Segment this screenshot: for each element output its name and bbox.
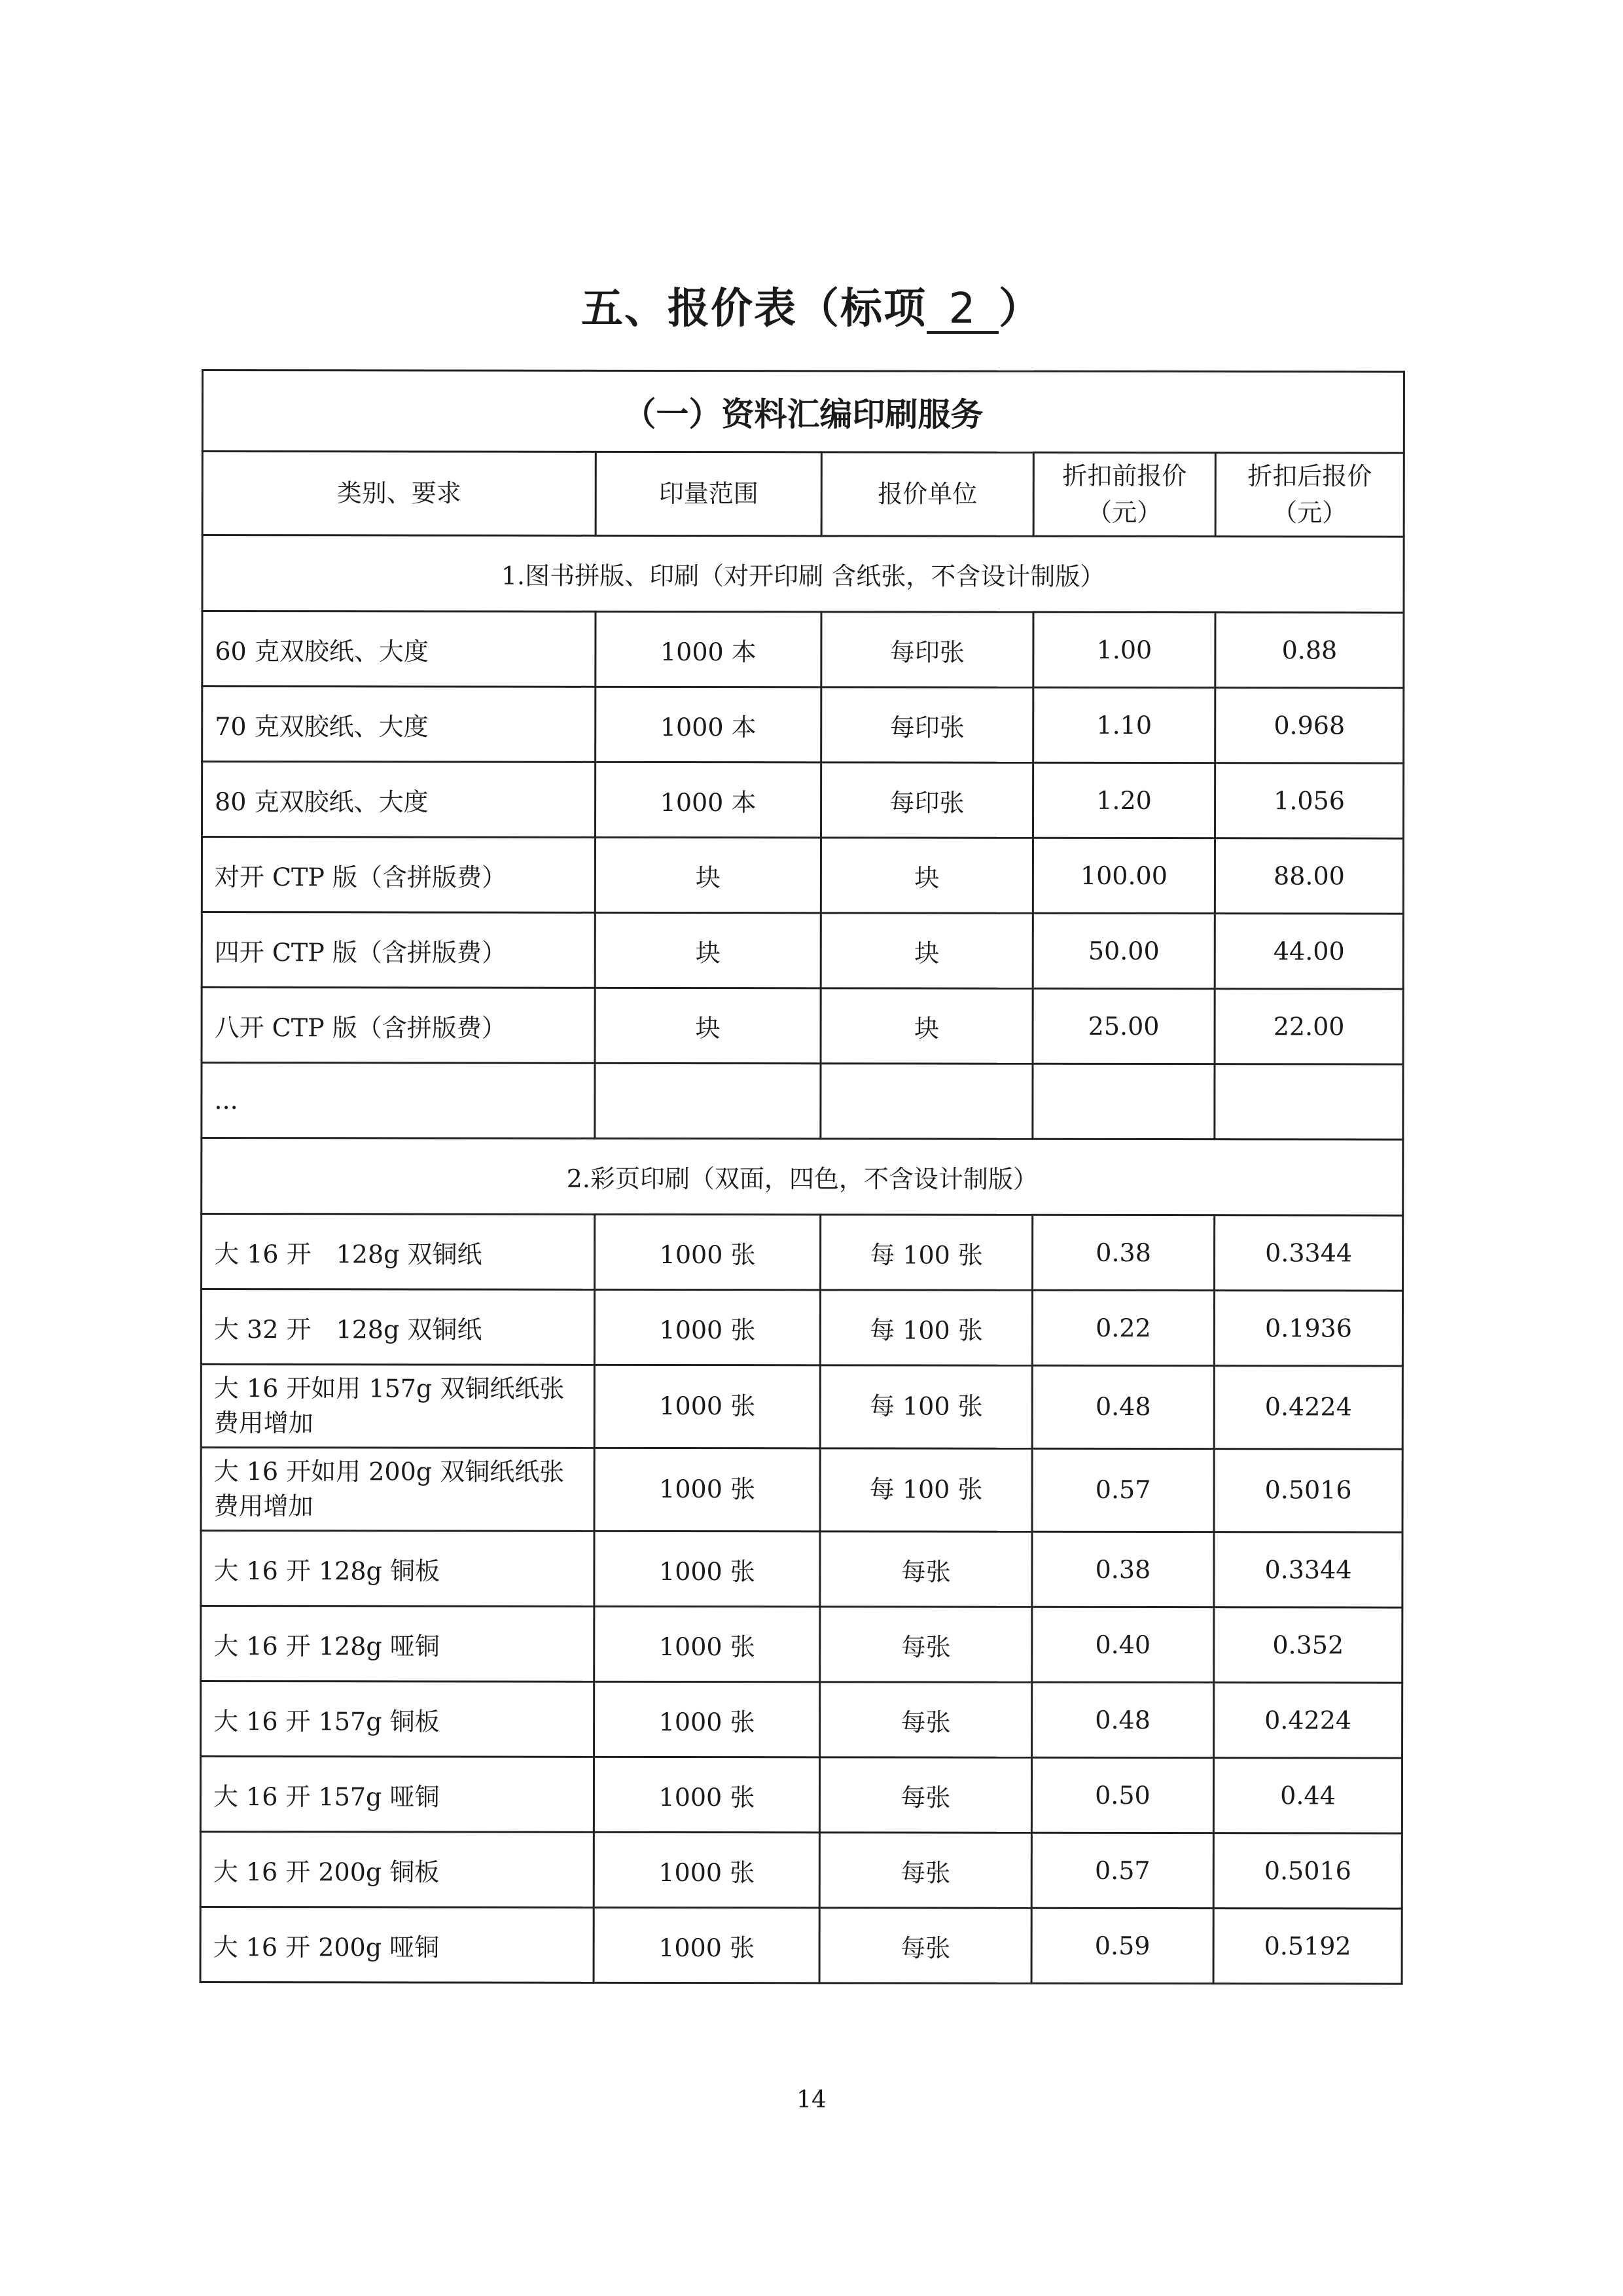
cell-category: 大 16 开 200g 铜板 bbox=[200, 1832, 594, 1908]
cell-price-after: 0.1936 bbox=[1214, 1291, 1402, 1366]
cell-unit: 块 bbox=[821, 838, 1033, 913]
cell-unit: 每张 bbox=[819, 1833, 1031, 1908]
cell-unit: 块 bbox=[821, 913, 1033, 988]
cell-unit: 每 100 张 bbox=[820, 1290, 1032, 1365]
cell-unit: 每张 bbox=[820, 1682, 1032, 1757]
table-row bbox=[200, 1907, 1402, 1984]
cell-print-range: 1000 张 bbox=[594, 1757, 819, 1832]
table-row bbox=[201, 1365, 1402, 1450]
cell-category: 大 16 开 128g 哑铜 bbox=[201, 1606, 594, 1682]
cell-print-range: 1000 本 bbox=[596, 762, 821, 837]
cell-price-before bbox=[1033, 1064, 1215, 1139]
cell-price-after: 1.056 bbox=[1215, 763, 1404, 838]
cell-category: 大 16 开 200g 哑铜 bbox=[200, 1907, 594, 1982]
cell-unit: 每张 bbox=[820, 1607, 1032, 1682]
cell-price-after: 88.00 bbox=[1215, 838, 1403, 914]
cell-unit: 每张 bbox=[820, 1532, 1032, 1607]
table-row bbox=[201, 1289, 1402, 1367]
cell-category: 大 16 开 128g 双铜纸 bbox=[202, 1214, 595, 1290]
cell-unit: 每 100 张 bbox=[820, 1448, 1032, 1532]
table-row bbox=[201, 1448, 1402, 1533]
table-row bbox=[200, 1832, 1402, 1909]
cell-print-range bbox=[595, 1063, 821, 1138]
table-row bbox=[202, 912, 1403, 990]
cell-category: 60 克双胶纸、大度 bbox=[202, 611, 596, 687]
cell-price-before: 1.10 bbox=[1033, 687, 1215, 762]
cell-price-after: 0.5016 bbox=[1214, 1449, 1402, 1532]
cell-print-range: 1000 张 bbox=[594, 1531, 820, 1606]
cell-category: 70 克双胶纸、大度 bbox=[202, 687, 596, 762]
cell-category: 大 16 开 128g 铜板 bbox=[201, 1531, 594, 1607]
table-row bbox=[202, 611, 1404, 689]
cell-print-range: 1000 张 bbox=[595, 1214, 821, 1289]
group-title: 1.图书拼版、印刷（对开印刷 含纸张，不含设计制版） bbox=[202, 535, 1404, 613]
cell-category: 大 16 开如用 157g 双铜纸纸张费用增加 bbox=[201, 1365, 594, 1448]
cell-print-range: 1000 张 bbox=[594, 1365, 820, 1448]
cell-print-range: 1000 本 bbox=[596, 687, 821, 762]
table-row bbox=[200, 1757, 1402, 1834]
group-title: 2.彩页印刷（双面，四色，不含设计制版） bbox=[202, 1138, 1403, 1216]
page-title bbox=[0, 275, 1623, 335]
cell-price-after: 0.5016 bbox=[1213, 1833, 1402, 1909]
cell-price-before: 1.00 bbox=[1033, 612, 1215, 687]
cell-price-before: 0.38 bbox=[1032, 1532, 1214, 1607]
table-row bbox=[202, 1063, 1403, 1140]
cell-unit bbox=[821, 1064, 1033, 1139]
cell-unit: 每印张 bbox=[821, 687, 1033, 762]
table-row bbox=[201, 1531, 1402, 1608]
cell-category: 大 16 开 157g 铜板 bbox=[201, 1681, 594, 1757]
quotation-table-body bbox=[200, 370, 1404, 1984]
cell-price-before: 0.22 bbox=[1032, 1290, 1214, 1365]
column-header-price-before-discount-text: 折扣前报价（元） bbox=[1062, 461, 1187, 527]
cell-print-range: 块 bbox=[595, 837, 821, 912]
cell-category: 四开 CTP 版（含拼版费） bbox=[202, 912, 595, 988]
column-header-price-after-discount-text: 折扣后报价（元） bbox=[1247, 461, 1372, 527]
cell-print-range: 1000 本 bbox=[596, 611, 821, 687]
cell-print-range: 块 bbox=[595, 988, 821, 1063]
table-row bbox=[202, 762, 1404, 839]
cell-price-after: 0.88 bbox=[1215, 613, 1404, 688]
cell-unit: 每 100 张 bbox=[820, 1365, 1032, 1448]
cell-price-before: 1.20 bbox=[1033, 762, 1215, 838]
title-suffix: ） bbox=[999, 285, 1042, 333]
cell-category: 80 克双胶纸、大度 bbox=[202, 762, 596, 838]
cell-unit: 每印张 bbox=[821, 762, 1033, 838]
cell-print-range: 1000 张 bbox=[594, 1448, 820, 1531]
section-heading: （一）资料汇编印刷服务 bbox=[202, 370, 1404, 454]
cell-category: 大 16 开如用 200g 双铜纸纸张费用增加 bbox=[201, 1448, 594, 1532]
column-header-price-after-discount bbox=[1215, 453, 1404, 537]
section-heading-row bbox=[202, 370, 1404, 454]
cell-price-after: 0.44 bbox=[1213, 1758, 1402, 1833]
table-row bbox=[201, 1681, 1402, 1759]
cell-price-after: 22.00 bbox=[1215, 989, 1403, 1064]
cell-category: 八开 CTP 版（含拼版费） bbox=[202, 988, 595, 1064]
cell-price-after: 0.4224 bbox=[1214, 1366, 1402, 1449]
cell-print-range: 1000 张 bbox=[594, 1681, 820, 1757]
cell-price-before: 0.48 bbox=[1032, 1682, 1214, 1757]
cell-category: ... bbox=[202, 1063, 595, 1139]
column-header-row bbox=[202, 452, 1404, 537]
cell-price-after: 0.5192 bbox=[1213, 1909, 1402, 1984]
table-row bbox=[202, 1214, 1403, 1291]
cell-unit: 每 100 张 bbox=[821, 1215, 1033, 1290]
cell-price-before: 0.57 bbox=[1032, 1448, 1214, 1532]
cell-category: 大 32 开 128g 双铜纸 bbox=[201, 1289, 594, 1365]
quotation-table bbox=[200, 369, 1405, 1985]
group-row bbox=[202, 535, 1404, 613]
cell-price-before: 0.50 bbox=[1031, 1757, 1213, 1833]
title-prefix: 五、报价表（标项 bbox=[581, 285, 927, 333]
cell-price-after: 0.968 bbox=[1215, 688, 1404, 763]
group-row bbox=[202, 1138, 1403, 1216]
cell-price-before: 100.00 bbox=[1033, 838, 1215, 913]
column-header-unit: 报价单位 bbox=[821, 452, 1033, 536]
cell-print-range: 块 bbox=[595, 912, 821, 988]
table-row bbox=[202, 687, 1404, 764]
cell-price-after: 0.352 bbox=[1214, 1607, 1402, 1683]
table-row bbox=[202, 988, 1403, 1065]
cell-price-before: 0.57 bbox=[1031, 1833, 1213, 1908]
cell-unit: 块 bbox=[821, 988, 1033, 1064]
column-header-print-range: 印量范围 bbox=[596, 452, 821, 535]
cell-price-before: 0.59 bbox=[1031, 1908, 1213, 1983]
cell-print-range: 1000 张 bbox=[594, 1606, 820, 1681]
cell-category: 对开 CTP 版（含拼版费） bbox=[202, 837, 595, 913]
cell-price-before: 0.48 bbox=[1032, 1365, 1214, 1448]
cell-print-range: 1000 张 bbox=[594, 1907, 819, 1982]
cell-unit: 每印张 bbox=[821, 612, 1033, 687]
cell-price-before: 0.40 bbox=[1032, 1607, 1214, 1682]
cell-unit: 每张 bbox=[819, 1908, 1031, 1983]
cell-price-before: 50.00 bbox=[1033, 913, 1215, 988]
cell-category: 大 16 开 157g 哑铜 bbox=[200, 1757, 594, 1833]
cell-price-before: 0.38 bbox=[1033, 1215, 1215, 1290]
cell-price-after: 0.4224 bbox=[1214, 1683, 1402, 1758]
lot-number: 2 bbox=[927, 287, 999, 334]
cell-unit: 每张 bbox=[819, 1757, 1031, 1833]
cell-print-range: 1000 张 bbox=[594, 1289, 820, 1365]
table-row bbox=[202, 837, 1403, 914]
cell-price-before: 25.00 bbox=[1033, 988, 1215, 1064]
page-number: 14 bbox=[796, 2087, 827, 2113]
table-row bbox=[201, 1606, 1402, 1683]
cell-print-range: 1000 张 bbox=[594, 1832, 819, 1907]
cell-price-after: 0.3344 bbox=[1214, 1532, 1402, 1607]
column-header-price-before-discount bbox=[1033, 452, 1215, 536]
cell-price-after: 0.3344 bbox=[1215, 1215, 1403, 1291]
cell-price-after bbox=[1215, 1064, 1403, 1139]
cell-price-after: 44.00 bbox=[1215, 914, 1403, 989]
column-header-category: 类别、要求 bbox=[202, 452, 596, 536]
